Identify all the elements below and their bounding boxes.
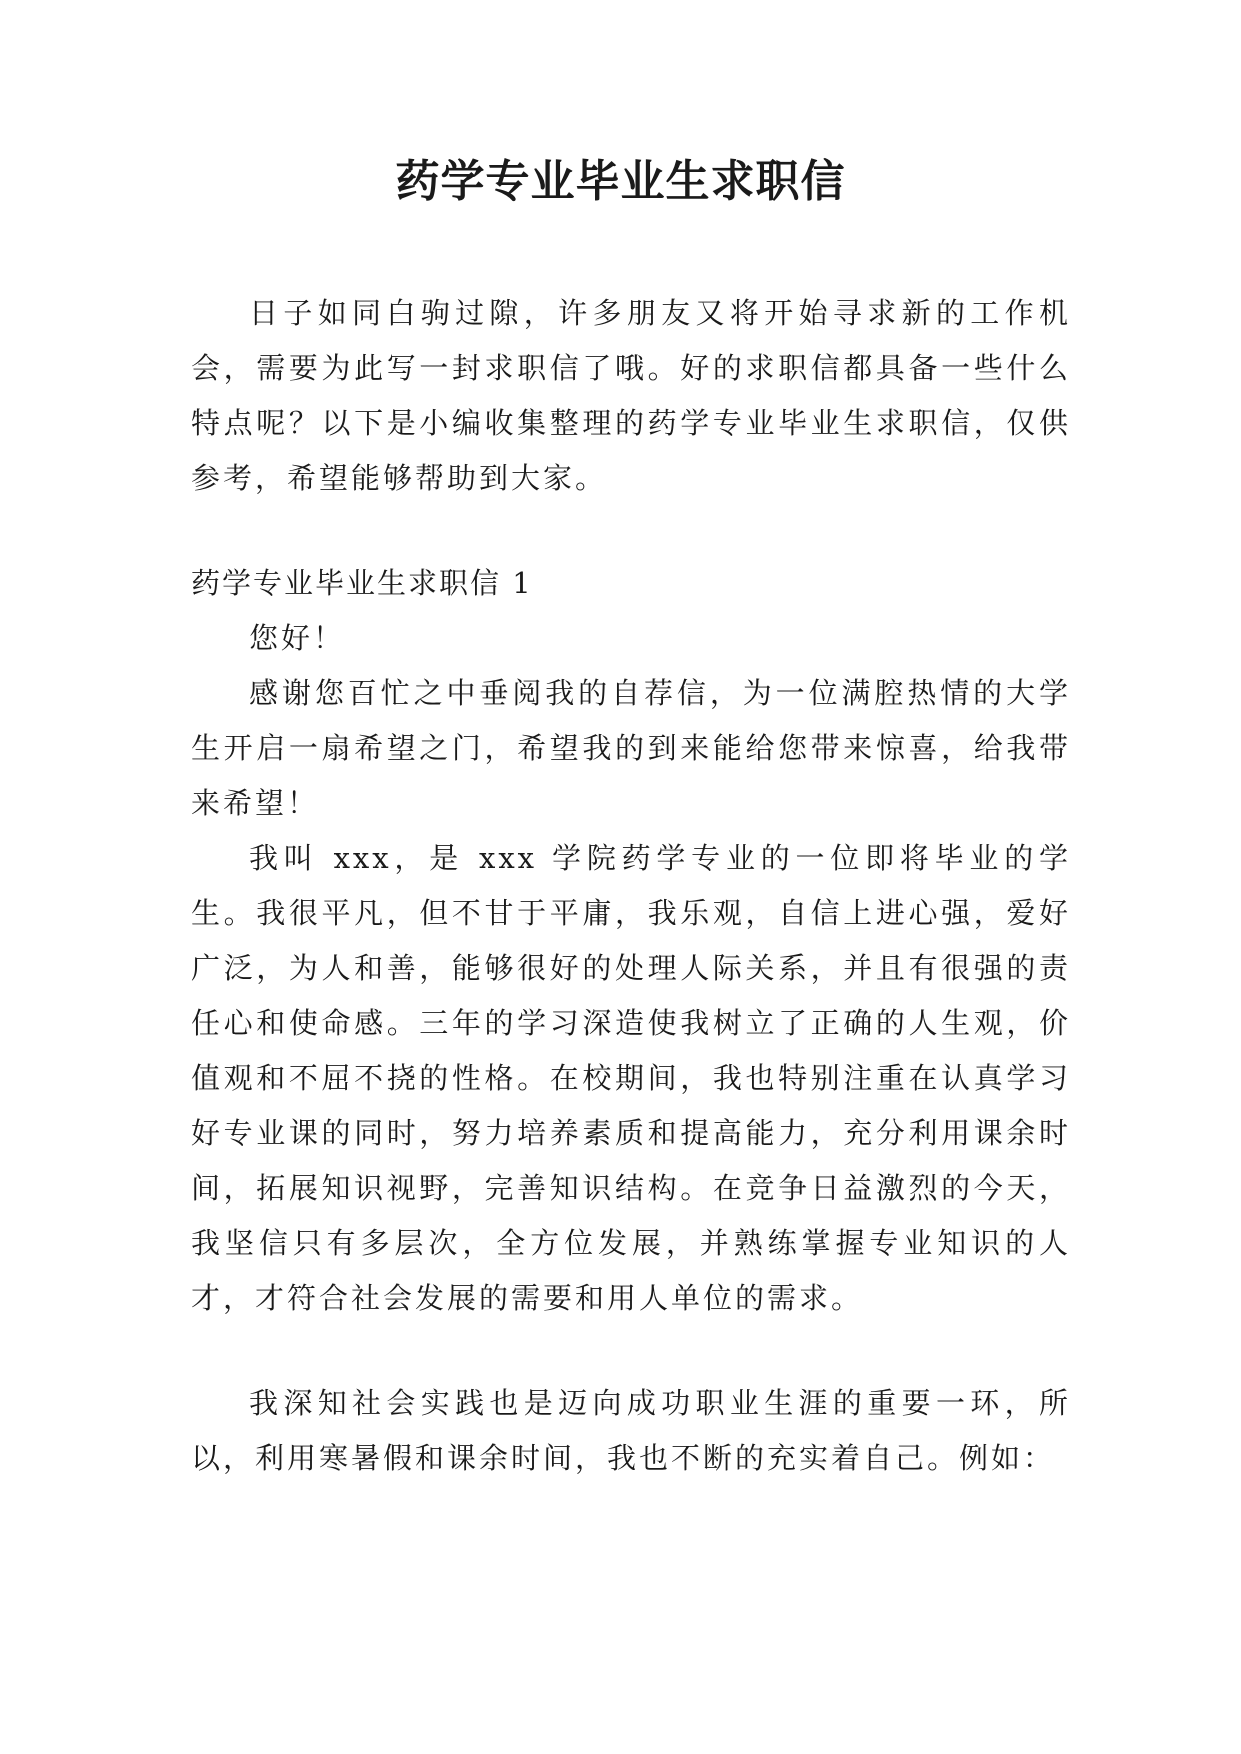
greeting: 您好！ bbox=[249, 621, 346, 655]
spacer bbox=[191, 1326, 1071, 1376]
body-paragraph: 我叫 xxx，是 xxx 学院药学专业的一位即将毕业的学生。我很平凡，但不甘于平庸，我乐观，自信上进心强，爱好广泛，为人和善，能够很好的处理人际关系，并且有很强的责任心和使命感。三年的学习深造使我树立了正确的人生观，价值观和不屈不挠的性格。在校期间，我也特别注重在认真学习好专业课的同时，努力培养素质和提高能力，充分利用课余时间，拓展知识视野，完善知识结构。在竞争日益激烈的今天，我坚信只有多层次，全方位发展，并熟练掌握专业知识的人才，才符合社会发展的需要和用人单位的需求。 bbox=[191, 841, 1071, 1315]
spacer bbox=[191, 506, 1071, 556]
body-paragraph: 感谢您百忙之中垂阅我的自荐信，为一位满腔热情的大学生开启一扇希望之门，希望我的到来能给您带来惊喜，给我带来希望！ bbox=[191, 676, 1071, 820]
document-title: 药学专业毕业生求职信 bbox=[395, 156, 846, 207]
document-body bbox=[191, 286, 1071, 1486]
intro-paragraph: 日子如同白驹过隙，许多朋友又将开始寻求新的工作机会，需要为此写一封求职信了哦。好的求职信都具备一些什么特点呢？以下是小编收集整理的药学专业毕业生求职信，仅供参考，希望能够帮助到大家。 bbox=[191, 296, 1071, 495]
body-paragraph: 我深知社会实践也是迈向成功职业生涯的重要一环，所以，利用寒暑假和课余时间，我也不断的充实着自己。例如： bbox=[191, 1386, 1071, 1475]
section-heading: 药学专业毕业生求职信 1 bbox=[191, 566, 533, 600]
